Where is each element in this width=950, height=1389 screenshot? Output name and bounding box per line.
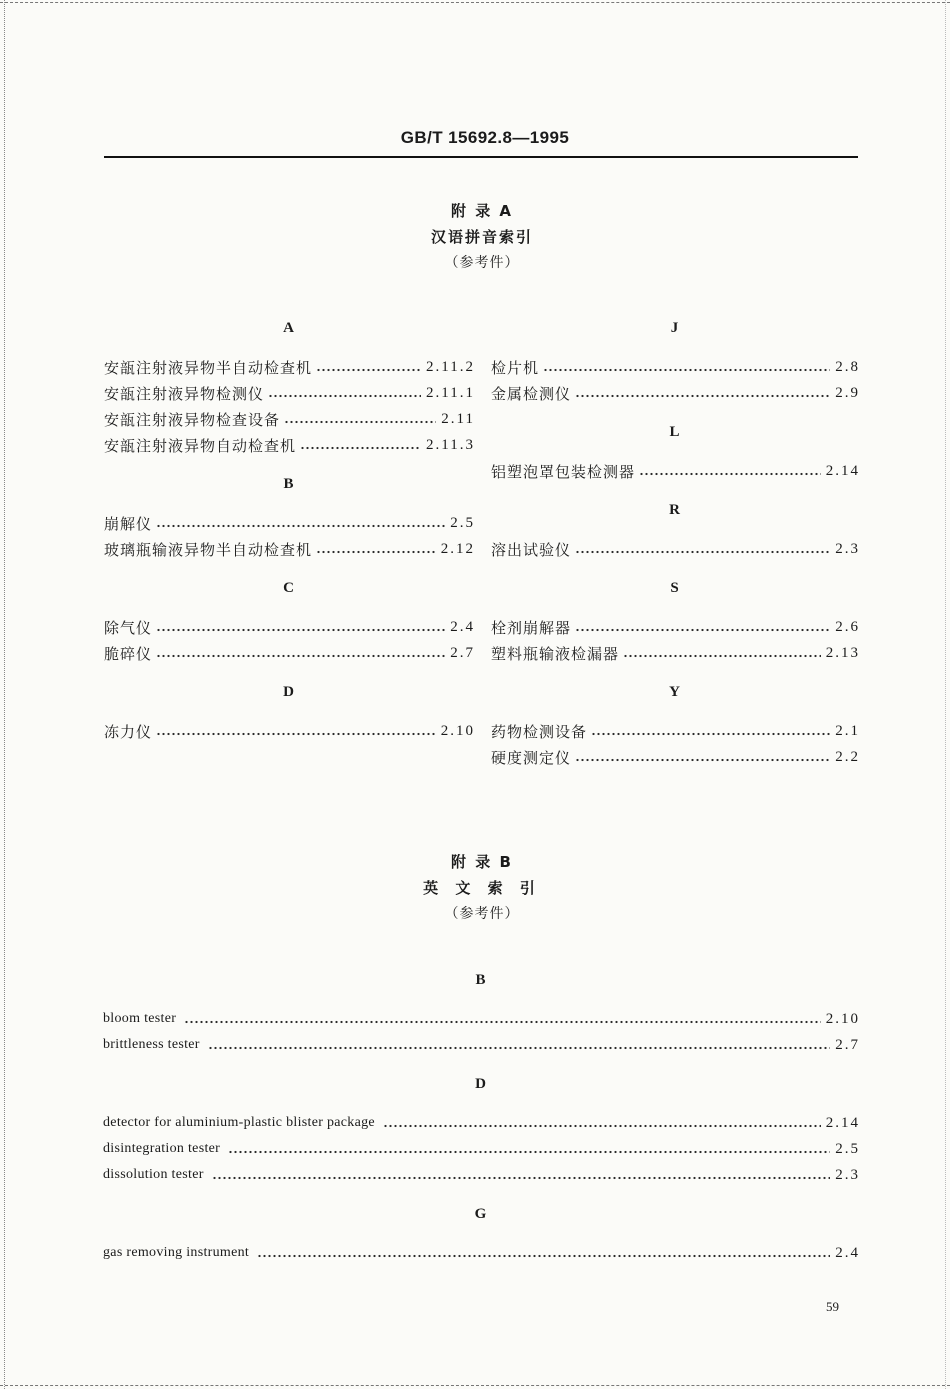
index-term: 溶出试验仪	[491, 540, 572, 559]
clause-reference: 2.3	[835, 540, 860, 557]
pinyin-index-entry	[104, 640, 473, 666]
english-index-entry	[103, 1162, 858, 1188]
dot-leader	[156, 640, 445, 666]
clause-reference: 2.11.3	[426, 436, 475, 453]
index-term: 除气仪	[104, 618, 153, 637]
dot-leader	[156, 718, 436, 744]
pinyin-index-entry	[104, 510, 473, 536]
english-letter-heading: B	[475, 972, 486, 988]
dot-leader	[591, 718, 830, 744]
appendix-b-title-block	[0, 849, 950, 927]
clause-reference: 2.5	[450, 514, 475, 531]
english-index-entry	[103, 1032, 858, 1058]
clause-reference: 2.10	[440, 722, 475, 739]
index-term: bloom tester	[103, 1011, 177, 1026]
appendix-b-subtitle: 英 文 索 引	[423, 879, 541, 897]
clause-reference: 2.8	[835, 358, 860, 375]
pinyin-letter-heading: R	[669, 502, 680, 518]
clause-reference: 2.5	[835, 1140, 860, 1157]
clause-reference: 2.10	[825, 1010, 860, 1027]
dot-leader	[268, 380, 421, 406]
pinyin-letter-heading: L	[669, 424, 680, 440]
pinyin-index-entry	[104, 406, 473, 432]
clause-reference: 2.1	[835, 722, 860, 739]
pinyin-index-right-column	[491, 302, 858, 770]
clause-reference: 2.11.1	[426, 384, 475, 401]
pinyin-letter-heading: J	[670, 320, 679, 336]
index-term: 安瓿注射液异物检查设备	[104, 410, 281, 429]
pinyin-letter-heading: C	[283, 580, 294, 596]
dot-leader	[228, 1136, 830, 1162]
english-index-entry	[103, 1136, 858, 1162]
header-rule	[104, 156, 858, 158]
clause-reference: 2.13	[825, 644, 860, 661]
appendix-a-title: 附 录 A	[450, 202, 514, 220]
index-term: disintegration tester	[103, 1141, 221, 1156]
appendix-a-subtitle: 汉语拼音索引	[430, 228, 533, 246]
index-term: dissolution tester	[103, 1167, 204, 1182]
pinyin-index-entry	[491, 614, 858, 640]
clause-reference: 2.9	[835, 384, 860, 401]
clause-reference: 2.7	[835, 1036, 860, 1053]
index-term: detector for aluminium-plastic blister package	[103, 1115, 375, 1130]
clause-reference: 2.14	[825, 462, 860, 479]
clause-reference: 2.7	[450, 644, 475, 661]
pinyin-letter-heading: A	[283, 320, 294, 336]
dot-leader	[623, 640, 821, 666]
clause-reference: 2.6	[835, 618, 860, 635]
index-term: 塑料瓶输液检漏器	[491, 644, 620, 663]
english-index-entry	[103, 1240, 858, 1266]
index-term: 崩解仪	[104, 514, 153, 533]
pinyin-index-entry	[491, 536, 858, 562]
english-index-entry	[103, 1110, 858, 1136]
pinyin-index-entry	[104, 354, 473, 380]
clause-reference: 2.11	[441, 410, 475, 427]
dot-leader	[184, 1006, 821, 1032]
pinyin-index-entry	[104, 614, 473, 640]
dot-leader	[575, 536, 830, 562]
english-index-list	[103, 954, 858, 1266]
dot-leader	[316, 536, 436, 562]
english-letter-heading: G	[474, 1206, 487, 1222]
pinyin-index-entry	[104, 536, 473, 562]
pinyin-letter-heading: Y	[669, 684, 680, 700]
appendix-b-note: （参考件）	[444, 906, 520, 922]
dot-leader	[156, 510, 445, 536]
clause-reference: 2.2	[835, 748, 860, 765]
dot-leader	[284, 406, 436, 432]
dot-leader	[208, 1032, 830, 1058]
index-term: 硬度测定仪	[491, 748, 572, 767]
pinyin-index-entry	[491, 380, 858, 406]
index-term: 安瓿注射液异物自动检查机	[104, 436, 297, 455]
dot-leader	[300, 432, 421, 458]
clause-reference: 2.3	[835, 1166, 860, 1183]
dot-leader	[156, 614, 445, 640]
clause-reference: 2.11.2	[426, 358, 475, 375]
index-term: brittleness tester	[103, 1037, 200, 1052]
dot-leader	[575, 614, 830, 640]
appendix-a-note: （参考件）	[444, 255, 520, 271]
dot-leader	[575, 744, 830, 770]
scan-edge-bottom	[0, 1385, 950, 1386]
dot-leader	[212, 1162, 831, 1188]
index-term: 冻力仪	[104, 722, 153, 741]
dot-leader	[383, 1110, 821, 1136]
pinyin-index-entry	[104, 718, 473, 744]
standard-number: GB/T 15692.8—1995	[400, 128, 570, 147]
english-letter-heading: D	[475, 1076, 486, 1092]
index-term: 脆碎仪	[104, 644, 153, 663]
pinyin-index-entry	[104, 432, 473, 458]
english-index-entry	[103, 1006, 858, 1032]
pinyin-index-entry	[491, 640, 858, 666]
index-term: 金属检测仪	[491, 384, 572, 403]
index-term: 检片机	[491, 358, 540, 377]
pinyin-letter-heading: S	[670, 580, 679, 596]
clause-reference: 2.4	[450, 618, 475, 635]
pinyin-index-entry	[491, 354, 858, 380]
index-term: gas removing instrument	[103, 1245, 250, 1260]
index-term: 铝塑泡罩包装检测器	[491, 462, 636, 481]
clause-reference: 2.4	[835, 1244, 860, 1261]
index-term: 安瓿注射液异物半自动检查机	[104, 358, 313, 377]
index-term: 药物检测设备	[491, 722, 588, 741]
pinyin-index-entry	[491, 744, 858, 770]
pinyin-letter-heading: B	[283, 476, 294, 492]
appendix-b-title: 附 录 B	[451, 853, 513, 871]
pinyin-index-entry	[491, 718, 858, 744]
clause-reference: 2.14	[825, 1114, 860, 1131]
index-term: 玻璃瓶输液异物半自动检查机	[104, 540, 313, 559]
index-term: 安瓿注射液异物检测仪	[104, 384, 265, 403]
dot-leader	[639, 458, 821, 484]
dot-leader	[257, 1240, 830, 1266]
page-number: 59	[826, 1299, 839, 1314]
pinyin-letter-heading: D	[283, 684, 294, 700]
scan-edge-top	[0, 2, 950, 3]
pinyin-index-entry	[491, 458, 858, 484]
dot-leader	[575, 380, 830, 406]
pinyin-index-entry	[104, 380, 473, 406]
dot-leader	[543, 354, 830, 380]
dot-leader	[316, 354, 421, 380]
index-term: 栓剂崩解器	[491, 618, 572, 637]
clause-reference: 2.12	[440, 540, 475, 557]
appendix-a-title-block	[0, 198, 950, 276]
pinyin-index-left-column	[104, 302, 473, 744]
